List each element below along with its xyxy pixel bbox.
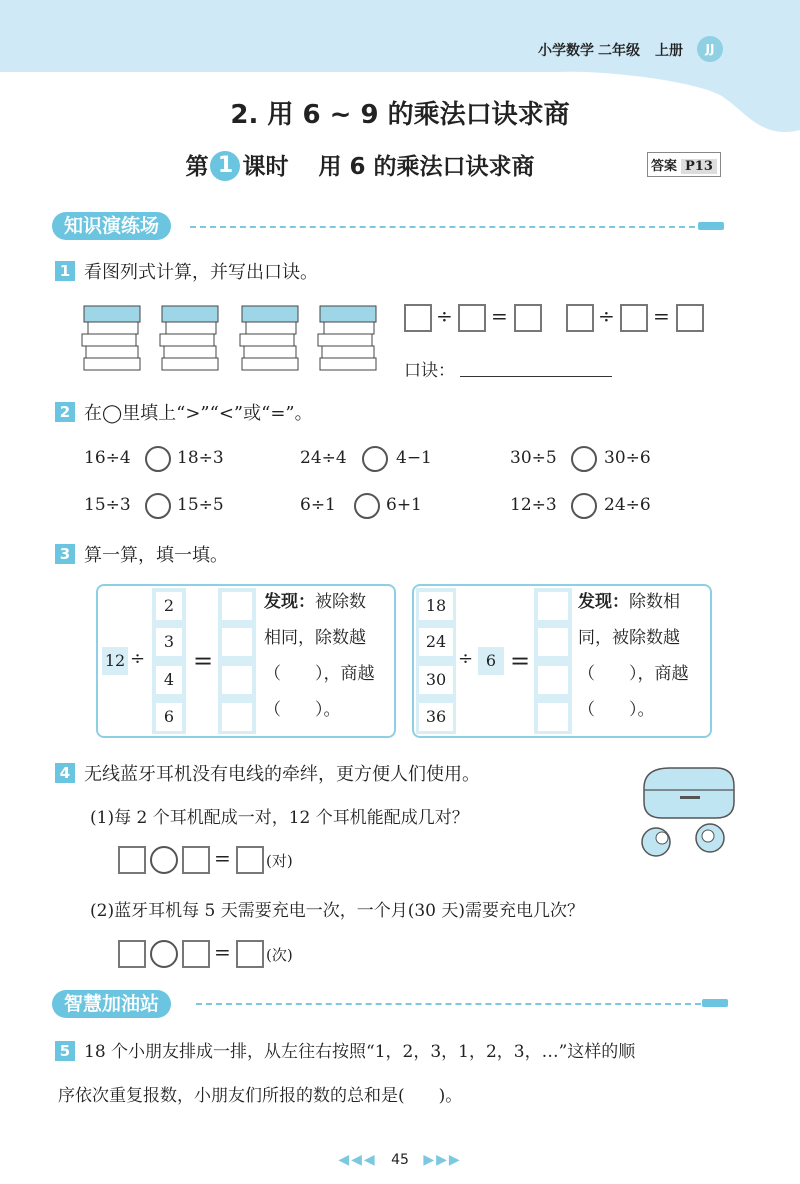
divide-sign: ÷ [130,648,146,669]
finding-line[interactable]: （ ）。 [264,700,341,720]
section-practice: 知识演练场 [52,212,171,240]
question-4-text: 无线蓝牙耳机没有电线的牵绊，更方便人们使用。 [84,764,480,785]
finding-line[interactable]: （ ），商越 [578,664,689,684]
right-arrows-icon: ▶▶▶ [423,1152,462,1168]
divide-sign: ÷ [598,304,615,328]
page-title: 2. 用 6 ~ 9 的乘法口诀求商 [230,100,570,130]
lesson-number-badge: 1 [210,151,240,181]
finding-line: 除数相 [629,592,680,612]
dividend-cell: 24 [419,628,453,656]
finding-note [578,584,689,728]
compare-right: 6+1 [386,495,422,515]
compare-circle[interactable] [145,446,171,472]
quotient-answer-box[interactable] [222,703,252,731]
compare-right: 18÷3 [177,448,224,468]
answer-box[interactable] [236,940,264,968]
answer-box[interactable] [514,304,542,332]
question-1-text: 看图列式计算，并写出口诀。 [84,262,318,283]
equals-sign: = [510,647,531,675]
header-grade: 二年级 [598,43,640,59]
dividend-cell: 30 [419,666,453,694]
finding-note [264,584,375,728]
quotient-answer-box[interactable] [538,628,568,656]
compare-left: 12÷3 [510,495,557,515]
quotient-answer-box[interactable] [222,666,252,694]
finding-label: 发现： [578,592,629,612]
operator-circle[interactable] [150,846,178,874]
section-divider [196,1003,701,1005]
compare-right: 24÷6 [604,495,651,515]
books-illustration [80,300,380,378]
compare-right: 30÷6 [604,448,651,468]
question-2-text: 在◯里填上“>”“<”或“=”。 [84,403,313,424]
divisor-cell: 2 [156,592,182,620]
equals-sign: = [214,940,231,964]
equals-sign: = [193,647,214,675]
answer-box[interactable] [676,304,704,332]
compare-circle[interactable] [362,446,388,472]
divide-sign: ÷ [458,648,474,669]
answer-box[interactable] [118,940,146,968]
equals-sign: = [214,846,231,870]
answer-box[interactable] [566,304,594,332]
question-number-1: 1 [55,261,75,281]
compare-left: 6÷1 [300,495,336,515]
compare-right: 4−1 [396,448,432,468]
compare-circle[interactable] [145,493,171,519]
pen-icon [698,222,724,230]
equals-sign: = [491,304,508,328]
quotient-answer-box[interactable] [538,703,568,731]
question-5-line-1: 18 个小朋友排成一排，从左往右按照“1，2，3，1，2，3，…”这样的顺 [84,1042,636,1062]
lesson-title [0,148,760,181]
question-4-part-1: (1)每 2 个耳机配成一对，12 个耳机能配成几对？ [90,808,469,828]
answer-page: P13 [681,159,717,174]
equals-sign: = [653,304,670,328]
lesson-topic: 用 6 的乘法口诀求商 [318,154,535,180]
quotient-answer-box[interactable] [222,592,252,620]
question-4-part-2: (2)蓝牙耳机每 5 天需要充电一次，一个月(30 天)需要充电几次？ [90,901,585,921]
dividend-cell: 36 [419,703,453,731]
page-footer [0,1152,800,1168]
compare-left: 30÷5 [510,448,557,468]
compare-circle[interactable] [354,493,380,519]
answer-box[interactable] [182,846,210,874]
question-3-text: 算一算，填一填。 [84,545,228,566]
answer-reference [647,152,721,177]
answer-box[interactable] [458,304,486,332]
section-wisdom: 智慧加油站 [52,990,171,1018]
koujue-answer-line[interactable] [460,376,612,377]
divide-sign: ÷ [436,304,453,328]
earbuds-illustration [630,758,740,868]
quotient-answer-box[interactable] [222,628,252,656]
answer-box[interactable] [182,940,210,968]
answer-box[interactable] [118,846,146,874]
dividend-cell: 18 [419,592,453,620]
divisor-cell: 3 [156,628,182,656]
answer-box[interactable] [620,304,648,332]
question-number-4: 4 [55,763,75,783]
header-subject: 小学数学 [538,43,594,59]
answer-box[interactable] [404,304,432,332]
question-5-line-2: 序依次重复报数，小朋友们所报的数的总和是( )。 [58,1086,463,1106]
unit-label: (对) [266,852,293,870]
quotient-answer-box[interactable] [538,666,568,694]
operator-circle[interactable] [150,940,178,968]
section-divider [190,226,695,228]
divisor-cell: 6 [156,703,182,731]
question-number-2: 2 [55,402,75,422]
divisor-cell: 4 [156,666,182,694]
compare-left: 16÷4 [84,448,131,468]
compare-left: 24÷4 [300,448,347,468]
answer-label: 答案 [651,159,678,174]
compare-left: 15÷3 [84,495,131,515]
question-number-5: 5 [55,1041,75,1061]
quotient-answer-box[interactable] [538,592,568,620]
question-number-3: 3 [55,544,75,564]
left-arrows-icon: ◀◀◀ [338,1152,377,1168]
header-volume: 上册 [655,43,683,59]
dividend-cell: 12 [102,647,128,675]
compare-right: 15÷5 [177,495,224,515]
compare-circle[interactable] [571,493,597,519]
edition-badge: JJ [697,36,723,62]
finding-line[interactable]: （ ）。 [578,700,655,720]
finding-line: 被除数 [315,592,366,612]
compare-circle[interactable] [571,446,597,472]
page-number: 45 [391,1152,409,1168]
koujue-label: 口诀： [404,361,455,381]
finding-label: 发现： [264,592,315,612]
lesson-suffix: 课时 [242,154,289,180]
finding-line[interactable]: （ ），商越 [264,664,375,684]
finding-line: 同，被除数越 [578,628,680,648]
finding-line: 相同，除数越 [264,628,366,648]
divisor-cell: 6 [478,647,504,675]
answer-box[interactable] [236,846,264,874]
pen-icon [702,999,728,1007]
unit-label: (次) [266,946,293,964]
lesson-prefix: 第 [185,154,209,180]
